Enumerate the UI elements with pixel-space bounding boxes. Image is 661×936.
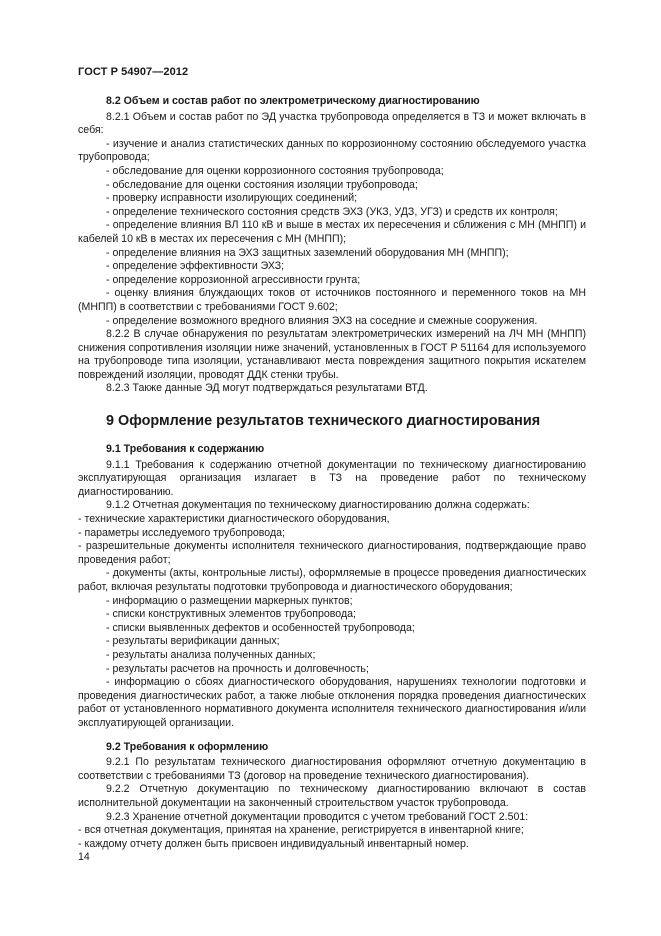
list-item: - определение влияния ВЛ 110 кВ и выше в местах их пересечения и сближения с МН (МНПП) и кабелей 10 кВ в местах их пересечения с МН (МНПП); [78, 219, 586, 245]
list-item: - информацию о размещении маркерных пунктов; [106, 594, 353, 607]
section-9-2-heading: 9.2 Требования к оформлению [106, 740, 269, 753]
section-9-1-heading: 9.1 Требования к содержанию [106, 443, 265, 456]
paragraph-9-1-1: 9.1.1 Требования к содержанию отчетной документации по техническому диагностированию эксплуатирующая организация излагает в ТЗ на проведение работ по техническому диагностированию. [78, 458, 586, 498]
list-item: - определение эффективности ЭХЗ; [106, 260, 285, 273]
list-item: - проверку исправности изолирующих соединений; [106, 192, 358, 205]
paragraph-8-2-3: 8.2.3 Также данные ЭД могут подтверждаться результатами ВТД. [106, 382, 428, 395]
list-item: - результаты расчетов на прочность и долговечность; [106, 662, 369, 675]
list-item: - каждому отчету должен быть присвоен индивидуальный инвентарный номер. [78, 837, 469, 850]
list-item: - технические характеристики диагностического оборудования, [78, 513, 390, 526]
list-item: - оценку влияния блуждающих токов от источников постоянного и переменного токов на МН (МНПП) в соответствии с требованиями ГОСТ 9.602; [78, 287, 586, 313]
section-8-2-heading: 8.2 Объем и состав работ по электрометрическому диагностированию [106, 95, 480, 107]
list-item: - документы (акты, контрольные листы), оформляемые в процессе проведения диагностических работ, включая результаты подготовки трубопровода и диагностического оборудования; [78, 567, 586, 593]
paragraph-9-2-2: 9.2.2 Отчетную документацию по техническому диагностированию включают в состав исполнительной документации на законченный строительством участок трубопровода. [78, 783, 586, 809]
paragraph-9-2-3: 9.2.3 Хранение отчетной документации проводится с учетом требований ГОСТ 2.501: [106, 810, 529, 823]
list-item: - результаты верификации данных; [106, 635, 280, 648]
list-item: - определение влияния на ЭХЗ защитных заземлений оборудования МН (МНПП); [106, 246, 509, 259]
page-number: 14 [78, 851, 90, 863]
list-item: - информацию о сбоях диагностического оборудования, нарушениях технологии подготовки и проведения диагностических работ, а также любые отклонения порядка проведения диагностических работ от установленного нормативного документа исполнителя технического диагностирования и/или эксплуатирующей организации. [78, 676, 586, 729]
list-item: - разрешительные документы исполнителя технического диагностирования, подтверждающие право проведения работ; [78, 540, 586, 566]
section-9-heading: 9 Оформление результатов технического диагностирования [106, 413, 541, 430]
list-item: - изучение и анализ статистических данных по коррозионному состоянию обследуемого участка трубопровода; [78, 137, 586, 164]
paragraph-8-2-2: 8.2.2 В случае обнаружения по результатам электрометрических измерений на ЛЧ МН (МНПП) снижения сопротивления изоляции ниже значений, установленных в ГОСТ Р 51164 для используемого на трубопроводе типа изоляции, устанавливают места повреждения защитного покрытия искателем повреждений изоляции, проводят ДДК стенки трубы. [78, 328, 586, 381]
list-item: - списки конструктивных элементов трубопровода; [106, 608, 356, 621]
list-item: - вся отчетная документация, принятая на хранение, регистрируется в инвентарной книге; [78, 824, 524, 837]
list-item: - результаты анализа полученных данных; [106, 648, 316, 661]
list-item: - списки выявленных дефектов и особенностей трубопровода; [106, 621, 415, 634]
list-item: - обследование для оценки коррозионного состояния трубопровода; [106, 164, 444, 177]
list-item: - обследование для оценки состояния изоляции трубопровода; [106, 178, 418, 191]
paragraph-9-1-2: 9.1.2 Отчетная документация по техническому диагностированию должна содержать: [106, 499, 530, 512]
list-item: - определение технического состояния средств ЭХЗ (УКЗ, УДЗ, УГЗ) и средств их контроля; [106, 205, 558, 218]
paragraph-8-2-1: 8.2.1 Объем и состав работ по ЭД участка трубопровода определяется в ТЗ и может включать в себя: [78, 110, 586, 137]
document-header: ГОСТ Р 54907—2012 [78, 66, 189, 78]
list-item: - определение возможного вредного влияния ЭХЗ на соседние и смежные сооружения. [106, 314, 538, 327]
paragraph-9-2-1: 9.2.1 По результатам технического диагностирования оформляют отчетную документацию в соответствии с требованиями ТЗ (договор на проведение технического диагностирования). [78, 756, 586, 782]
page-content [78, 95, 586, 851]
list-item: - определение коррозионной агрессивности грунта; [106, 273, 361, 286]
list-item: - параметры исследуемого трубопровода; [78, 526, 285, 539]
